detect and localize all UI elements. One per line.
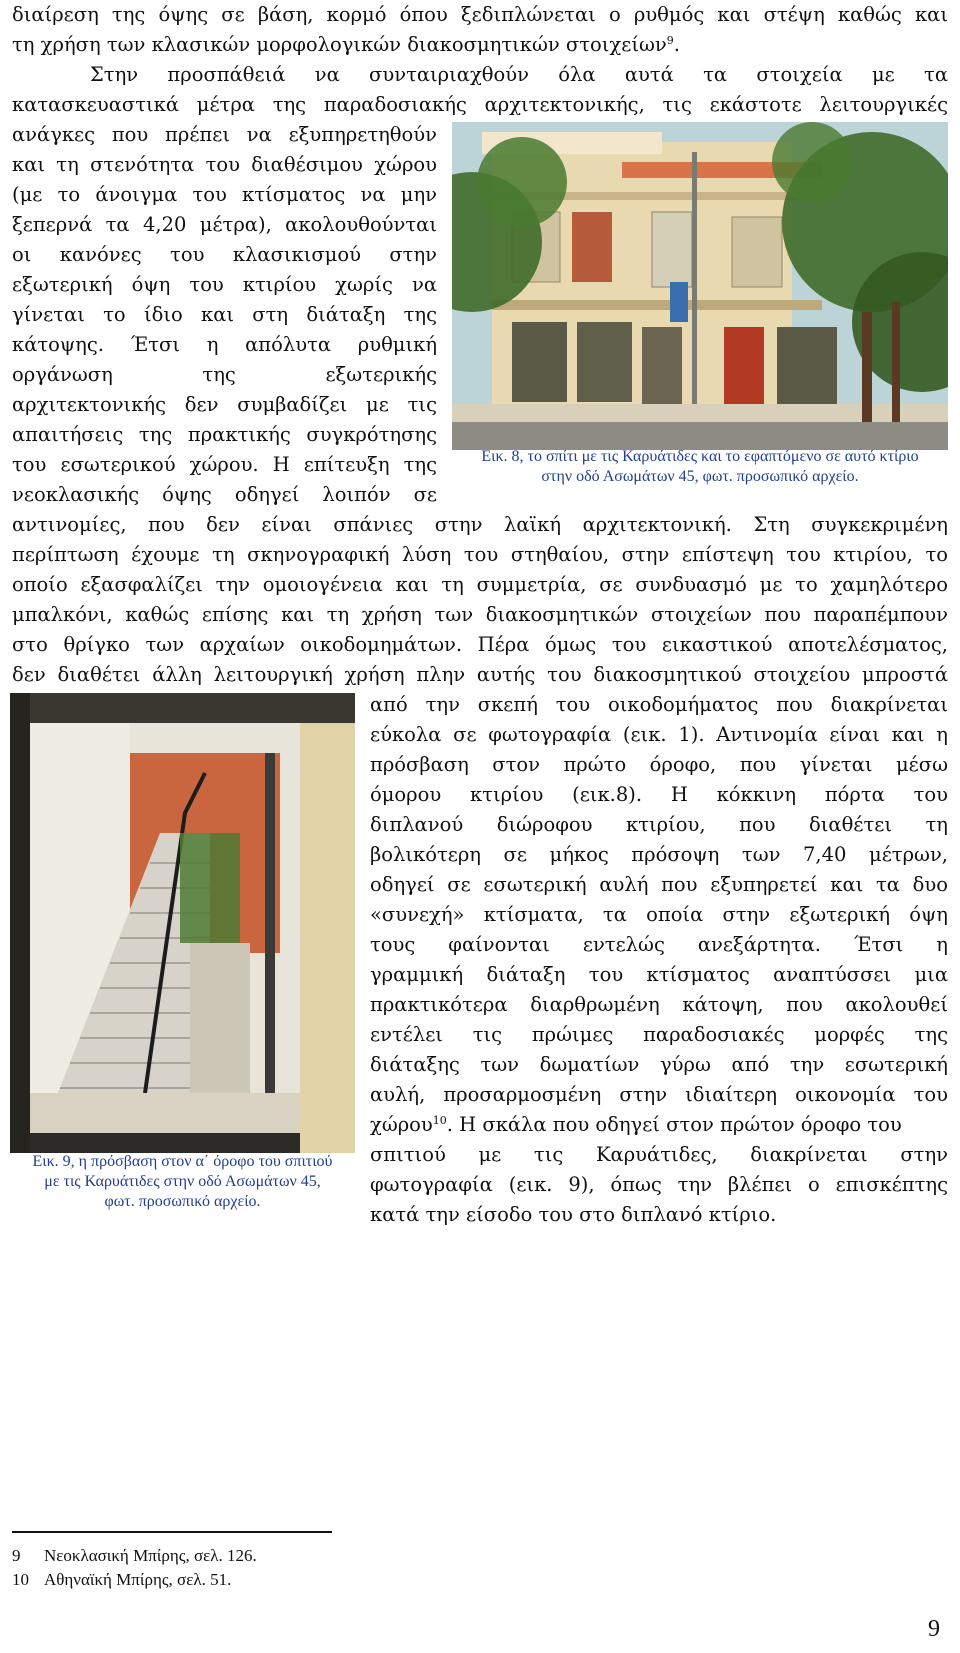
- body-line: εύκολα σε φωτογραφία (εικ. 1). Αντινομία είναι και η: [370, 723, 948, 746]
- staircase-illustration: [10, 693, 355, 1153]
- figure-9-photo: [10, 693, 355, 1153]
- body-line: γίνεται το ίδιο και στη διάταξη της: [12, 303, 437, 326]
- body-line: του εσωτερικού χώρου. Η επίτευξη της: [12, 453, 437, 476]
- footnote-divider: [12, 1531, 332, 1533]
- caption-line: με τις Καρυάτιδες στην οδό Ασωμάτων 45,: [44, 1173, 321, 1190]
- footnote: [12, 1545, 257, 1567]
- body-line: αρχιτεκτονικής δεν συμβαδίζει με τις: [12, 393, 437, 416]
- figure-9-caption: [10, 1152, 355, 1212]
- body-line: οι κανόνες του κλασικισμού στην: [12, 243, 437, 266]
- body-line: «συνεχή» κτίσματα, τα οποία στην εξωτερική όψη: [370, 903, 948, 926]
- caption-line: φωτ. προσωπικό αρχείο.: [104, 1193, 261, 1210]
- figure-8-caption: [452, 447, 948, 487]
- body-line: οποίο εξασφαλίζει την ομοιογένεια και τη συμμετρία, σε συνδυασμό με το χαμηλότερο: [12, 573, 948, 596]
- caption-line: Εικ. 8, το σπίτι με τις Καρυάτιδες και το εφαπτόμενο σε αυτό κτίριο: [481, 448, 919, 465]
- body-line: σπιτιού με τις Καρυάτιδες, διακρίνεται στην: [370, 1143, 948, 1166]
- footnote-text: Νεοκλασική Μπίρης, σελ. 126.: [44, 1546, 257, 1565]
- body-line: στο θρίγκο των αρχαίων οικοδομημάτων. Πέρα όμως του εικαστικού αποτελέσματος,: [12, 633, 948, 656]
- body-line: [370, 1110, 902, 1140]
- figure-8-photo: [452, 122, 948, 450]
- body-line: δεν διαθέτει άλλη λειτουργική χρήση πλην αυτής του διακοσμητικού στοιχείου μπροστά: [12, 663, 948, 686]
- body-line: (με το άνοιγμα του κτίσματος να μην: [12, 183, 437, 206]
- body-line: κάτοψης. Έτσι η απόλυτα ρυθμική: [12, 333, 437, 356]
- body-line: φωτογραφία (εικ. 9), όπως την βλέπει ο επισκέπτης: [370, 1173, 948, 1196]
- body-line: Στην προσπάθειά να συνταιριαχθούν όλα αυτά τα στοιχεία με τα: [90, 63, 948, 86]
- body-line: γραμμική διάταξη του κτίσματος αναπτύσσει μια: [370, 963, 948, 986]
- body-line: εξωτερική όψη του κτιρίου χωρίς να: [12, 273, 437, 296]
- body-line: νεοκλασικής όψης οδηγεί λοιπόν σε: [12, 483, 437, 506]
- body-line: διάταξης των δωματίων γύρω από την εσωτερική: [370, 1053, 948, 1076]
- body-line: αυλή, προσαρμοσμένη στην ιδιαίτερη οικονομία του: [370, 1083, 948, 1106]
- body-line-text: χώρου: [370, 1113, 433, 1136]
- body-line: πρόσβαση στον πρώτο όροφο, που γίνεται μέσω: [370, 753, 948, 776]
- house-facade-illustration: [452, 122, 948, 450]
- body-line: βολικότερη σε μήκος πρόσοψη των 7,40 μέτρων,: [370, 843, 948, 866]
- body-line: όμορου κτιρίου (εικ.8). Η κόκκινη πόρτα του: [370, 783, 948, 806]
- body-line: πρακτικότερα διαρθρωμένη κάτοψη, που ακολουθεί: [370, 993, 948, 1016]
- caption-line: Εικ. 9, η πρόσβαση στον α΄ όροφο του σπιτιού: [32, 1153, 333, 1170]
- footnote-text: Αθηναϊκή Μπίρης, σελ. 51.: [44, 1570, 232, 1589]
- footnote-number: 9: [12, 1546, 21, 1565]
- body-line: από την σκεπή του οικοδομήματος που διακρίνεται: [370, 693, 948, 716]
- footnote-ref: 9: [666, 34, 674, 47]
- footnote-ref: 10: [432, 1114, 447, 1127]
- body-line: κατασκευαστικά μέτρα της παραδοσιακής αρχιτεκτονικής, τις εκάστοτε λειτουργικές: [12, 93, 948, 116]
- body-line: απαιτήσεις της πρακτικής συγκρότησης: [12, 423, 437, 446]
- body-line: περίπτωση έχουμε τη σκηνογραφική λύση του στηθαίου, στην επίστεψη του κτιρίου, το: [12, 543, 948, 566]
- body-line: και τη στενότητα του διαθέσιμου χώρου: [12, 153, 437, 176]
- body-line: τη χρήση των κλασικών μορφολογικών διακοσμητικών στοιχείων$^9$.: [12, 33, 680, 56]
- caption-line: στην οδό Ασωμάτων 45, φωτ. προσωπικό αρχείο.: [541, 468, 859, 485]
- body-line: διπλανού διώροφου κτιρίου, που διαθέτει τη: [370, 813, 948, 836]
- body-line: διαίρεση της όψης σε βάση, κορμό όπου ξεδιπλώνεται ο ρυθμός και στέψη καθώς και: [12, 3, 948, 26]
- body-line: οργάνωση της εξωτερικής: [12, 363, 437, 386]
- body-line: ξεπερνά τα 4,20 μέτρα), ακολουθούνται: [12, 213, 437, 236]
- body-line: ανάγκες που πρέπει να εξυπηρετηθούν: [12, 123, 437, 146]
- body-line: οδηγεί σε εσωτερική αυλή που εξυπηρετεί και τα δυο: [370, 873, 948, 896]
- body-line: τους φαίνονται εντελώς ανεξάρτητα. Έτσι η: [370, 933, 948, 956]
- footnote: [12, 1569, 231, 1591]
- body-line-text: τη χρήση των κλασικών μορφολογικών διακοσμητικών στοιχείων: [12, 33, 667, 56]
- footnote-number: 10: [12, 1570, 29, 1589]
- page-number: 9: [928, 1616, 940, 1642]
- body-line: κατά την είσοδο του στο διπλανό κτίριο.: [370, 1203, 777, 1226]
- body-line-text: . Η σκάλα που οδηγεί στον πρώτον όροφο του: [446, 1113, 902, 1136]
- body-line: μπαλκόνι, καθώς επίσης και τη χρήση των διακοσμητικών στοιχείων που παραπέμπουν: [12, 603, 948, 626]
- body-line: αντινομίες, που δεν είναι σπάνιες στην λαϊκή αρχιτεκτονική. Στη συγκεκριμένη: [12, 513, 948, 536]
- body-line: εντέλει τις πρώιμες παραδοσιακές μορφές της: [370, 1023, 948, 1046]
